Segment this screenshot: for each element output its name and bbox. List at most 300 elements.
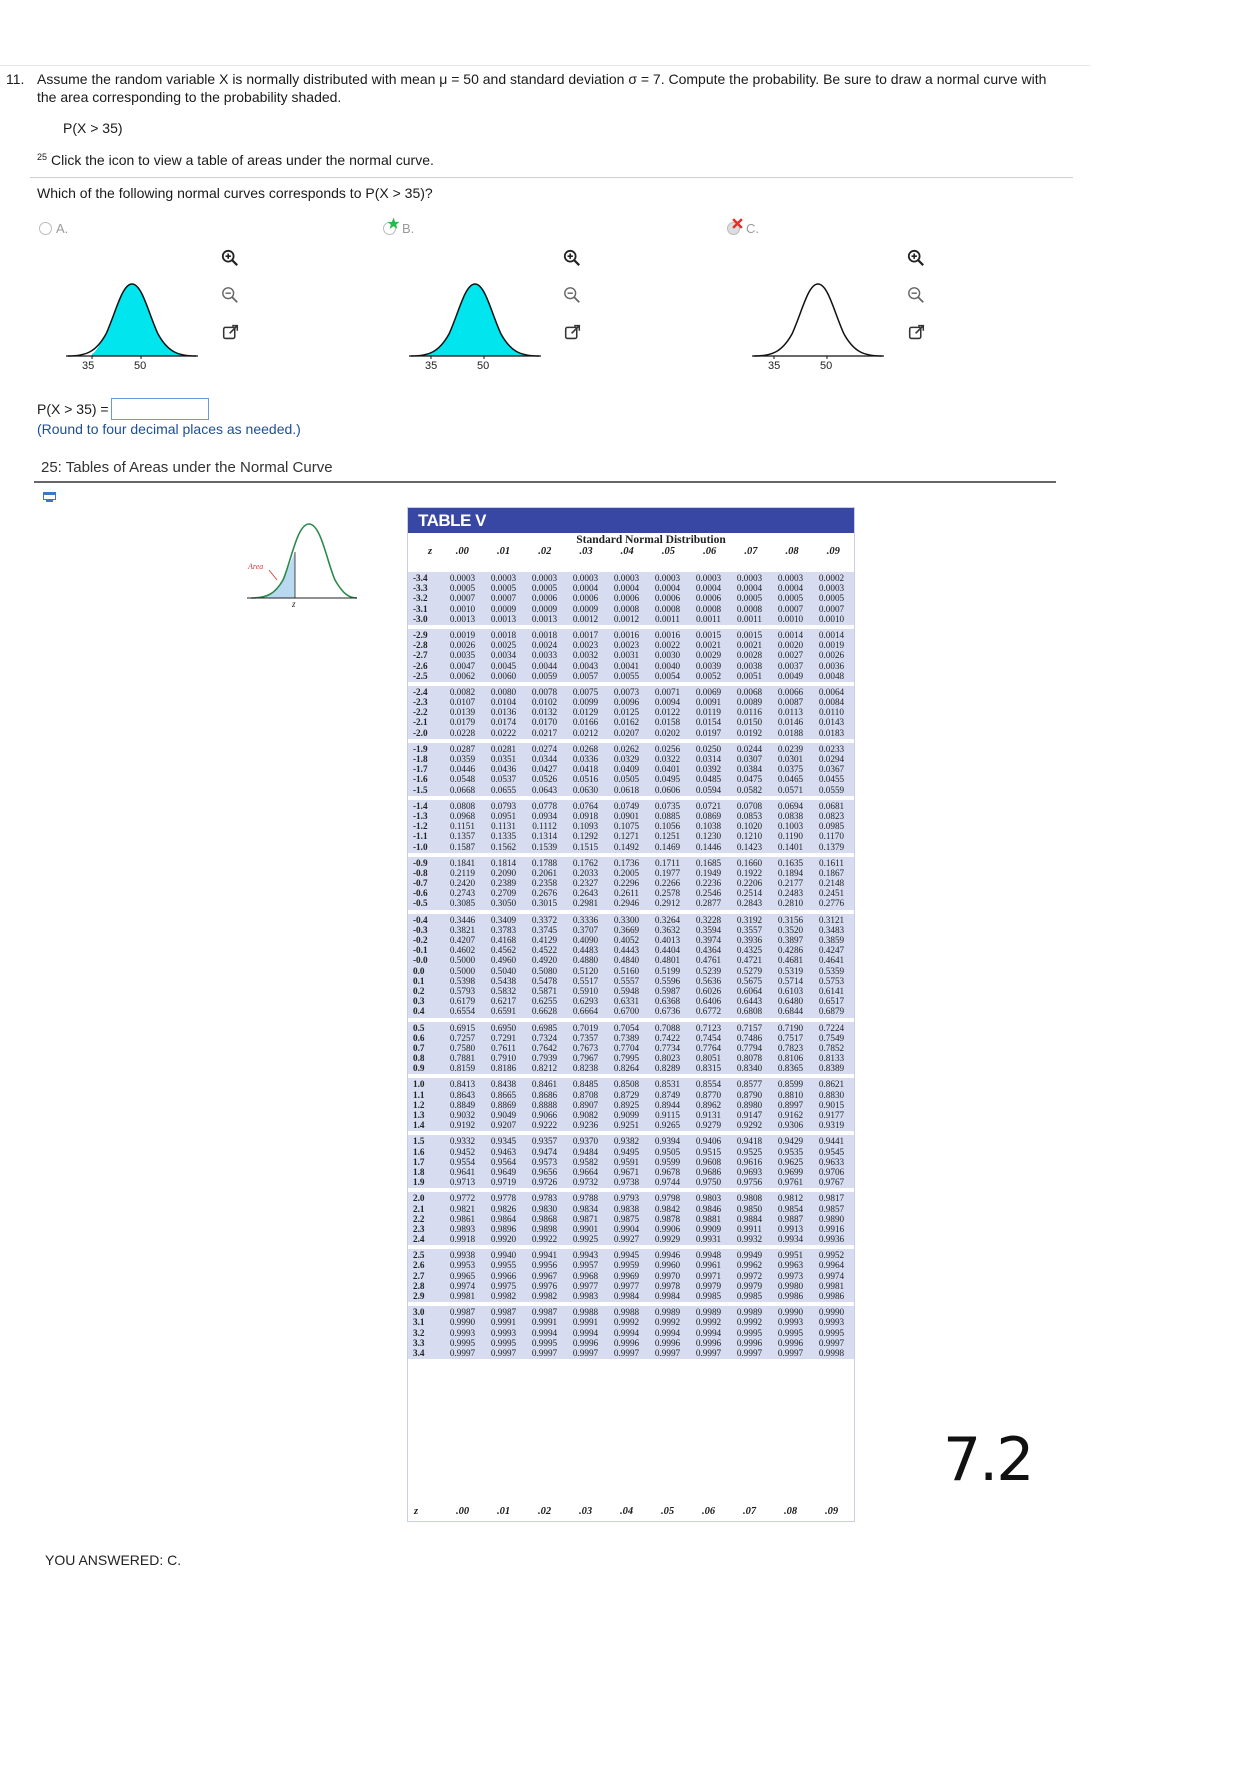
- table-cell: 0.9591: [613, 1156, 640, 1167]
- handwritten-note: 7.2: [943, 1425, 1033, 1495]
- zoom-in-icon[interactable]: [561, 247, 583, 269]
- z-value: -2.3: [413, 697, 428, 708]
- table-cell: 0.3520: [777, 924, 804, 935]
- table-cell: 0.9878: [654, 1213, 681, 1224]
- zoom-in-icon[interactable]: [219, 247, 241, 269]
- table-cell: 0.0015: [736, 629, 763, 640]
- table-cell: 0.0735: [654, 800, 681, 811]
- open-window-icon[interactable]: [561, 321, 583, 343]
- table-cell: 0.9761: [777, 1177, 804, 1188]
- table-cell: 0.9535: [777, 1146, 804, 1157]
- table-cell: 0.3783: [490, 924, 517, 935]
- table-cell: 0.3446: [449, 914, 476, 925]
- table-cell: 0.0003: [777, 573, 804, 583]
- table-cell: 0.1492: [613, 841, 640, 852]
- table-cell: 0.0174: [490, 717, 517, 728]
- z-value: 1.0: [413, 1079, 425, 1090]
- table-cell: 0.0268: [572, 743, 599, 754]
- table-cell: 0.9625: [777, 1156, 804, 1167]
- table-cell: 0.8729: [613, 1089, 640, 1100]
- option-a-label: A.: [56, 221, 69, 236]
- table-cell: 0.0146: [777, 717, 804, 728]
- table-cell: 0.9948: [695, 1250, 722, 1261]
- table-cell: 0.3859: [818, 935, 845, 945]
- table-cell: 0.9441: [818, 1136, 845, 1147]
- table-cell: 0.9582: [572, 1156, 599, 1167]
- table-cell: 0.7291: [490, 1032, 517, 1043]
- table-cell: 0.1003: [777, 821, 804, 832]
- table-cell: 0.4090: [572, 935, 599, 945]
- table-cell: 0.2912: [654, 898, 681, 909]
- table-row: [408, 774, 854, 784]
- table-cell: 0.0668: [449, 784, 476, 795]
- table-cell: 0.0022: [654, 640, 681, 651]
- table-row: [408, 707, 854, 717]
- table-cell: 0.9997: [572, 1347, 599, 1358]
- table-cell: 0.5871: [531, 985, 558, 996]
- table-cell: 0.0047: [449, 660, 476, 671]
- table-cell: 0.0681: [818, 800, 845, 811]
- table-cell: 0.0329: [613, 754, 640, 764]
- table-cell: 0.8186: [490, 1063, 517, 1074]
- table-row: [408, 1063, 854, 1073]
- table-cell: 0.5910: [572, 985, 599, 996]
- table-cell: 0.0136: [490, 707, 517, 718]
- table-cell: 0.0005: [736, 593, 763, 604]
- table-cell: 0.0655: [490, 784, 517, 795]
- table-row: [408, 1006, 854, 1016]
- table-cell: 0.9505: [654, 1146, 681, 1157]
- table-cell: 0.0006: [531, 593, 558, 604]
- table-row: [408, 1079, 854, 1089]
- column-header: .02: [538, 546, 552, 557]
- table-cell: 0.0055: [613, 670, 640, 681]
- table-cell: 0.2578: [654, 888, 681, 899]
- table-cell: 0.7123: [695, 1022, 722, 1033]
- answer-input[interactable]: [111, 398, 209, 420]
- table-row: [408, 593, 854, 603]
- z-value: -3.2: [413, 593, 428, 604]
- table-row: [408, 1260, 854, 1270]
- option-b[interactable]: [383, 221, 414, 236]
- table-cell: 0.9991: [490, 1317, 517, 1328]
- table-cell: 0.9896: [490, 1223, 517, 1234]
- area-label: Area: [248, 562, 264, 571]
- table-cell: 0.3483: [818, 924, 845, 935]
- table-cell: 0.1814: [490, 857, 517, 868]
- table-cell: 0.6443: [736, 996, 763, 1007]
- table-cell: 0.9032: [449, 1110, 476, 1120]
- z-value: -1.2: [413, 821, 428, 832]
- table-cell: 0.9989: [695, 1307, 722, 1318]
- table-cell: 0.6844: [777, 1006, 804, 1017]
- table-cell: 0.9099: [613, 1110, 640, 1120]
- table-row: [408, 1136, 854, 1146]
- table-cell: 0.2236: [695, 878, 722, 889]
- table-cell: 0.0630: [572, 784, 599, 795]
- table-row: [408, 1338, 854, 1348]
- table-icon-link[interactable]: [37, 152, 434, 168]
- table-cell: 0.1292: [572, 831, 599, 842]
- radio-icon[interactable]: [39, 222, 52, 235]
- curve-a-label-50: 50: [134, 360, 147, 372]
- table-cell: 0.1271: [613, 831, 640, 842]
- table-cell: 0.7054: [613, 1022, 640, 1033]
- table-cell: 0.0262: [613, 743, 640, 754]
- table-cell: 0.3336: [572, 914, 599, 925]
- table-cell: 0.0008: [736, 603, 763, 614]
- table-row: [408, 898, 854, 908]
- table-cell: 0.4013: [654, 935, 681, 945]
- option-a[interactable]: [39, 221, 68, 236]
- table-cell: 0.9857: [818, 1203, 845, 1214]
- table-cell: 0.9993: [818, 1317, 845, 1328]
- normal-curve-option-b: [409, 272, 541, 360]
- z-value: -0.1: [413, 945, 428, 956]
- column-header: .08: [785, 546, 799, 557]
- table-cell: 0.6700: [613, 1006, 640, 1017]
- table-cell: 0.9864: [490, 1213, 517, 1224]
- table-cell: 0.9793: [613, 1193, 640, 1204]
- table-cell: 0.0694: [777, 800, 804, 811]
- z-value: -2.7: [413, 650, 428, 661]
- column-header: .09: [826, 546, 840, 557]
- table-cell: 0.0062: [449, 670, 476, 681]
- table-cell: 0.9913: [777, 1223, 804, 1234]
- z-value: -1.8: [413, 754, 428, 764]
- z-value: 2.2: [413, 1213, 425, 1224]
- table-cell: 0.2776: [818, 898, 845, 909]
- z-value: 1.2: [413, 1099, 425, 1110]
- table-cell: 0.8315: [695, 1063, 722, 1074]
- table-cell: 0.7704: [613, 1042, 640, 1053]
- z-value: 1.3: [413, 1110, 425, 1120]
- table-cell: 0.9945: [613, 1250, 640, 1261]
- table-cell: 0.0004: [654, 583, 681, 594]
- table-cell: 0.9772: [449, 1193, 476, 1204]
- table-cell: 0.9997: [531, 1347, 558, 1358]
- table-cell: 0.8944: [654, 1099, 681, 1110]
- table-row: [408, 976, 854, 986]
- table-cell: 0.9998: [818, 1347, 845, 1358]
- z-value: -0.6: [413, 888, 428, 899]
- table-cell: 0.7939: [531, 1053, 558, 1064]
- table-cell: 0.9713: [449, 1177, 476, 1188]
- table-cell: 0.9997: [695, 1347, 722, 1358]
- table-row: [408, 1328, 854, 1338]
- curve-c-label-50: 50: [820, 360, 833, 372]
- column-footer: .01: [496, 1506, 511, 1517]
- table-row: [408, 583, 854, 593]
- z-value: -0.7: [413, 878, 428, 889]
- z-value: 2.1: [413, 1203, 425, 1214]
- window-icon[interactable]: [43, 492, 56, 503]
- table-cell: 0.0013: [531, 613, 558, 624]
- table-cell: 0.9671: [613, 1166, 640, 1177]
- table-cell: 0.5160: [613, 965, 640, 976]
- table-cell: 0.9306: [777, 1120, 804, 1131]
- table-cell: 0.0091: [695, 697, 722, 708]
- table-cell: 0.1736: [613, 857, 640, 868]
- table-cell: 0.9995: [531, 1337, 558, 1348]
- table-cell: 0.4721: [736, 955, 763, 966]
- table-cell: 0.2981: [572, 898, 599, 909]
- open-window-icon[interactable]: [905, 321, 927, 343]
- table-cell: 0.9962: [736, 1260, 763, 1271]
- table-cell: 0.7823: [777, 1042, 804, 1053]
- zoom-out-icon[interactable]: [219, 284, 241, 306]
- table-cell: 0.9996: [654, 1337, 681, 1348]
- table-cell: 0.0073: [613, 686, 640, 697]
- table-cell: 0.9984: [654, 1291, 681, 1301]
- table-cell: 0.0044: [531, 660, 558, 671]
- table-cell: 0.0018: [490, 629, 517, 640]
- table-cell: 0.0032: [572, 650, 599, 661]
- z-value: 2.6: [413, 1260, 425, 1271]
- table-cell: 0.0030: [654, 650, 681, 661]
- table-cell: 0.1056: [654, 821, 681, 832]
- table-cell: 0.0024: [531, 640, 558, 651]
- table-cell: 0.0016: [613, 629, 640, 640]
- table-cell: 0.0017: [572, 629, 599, 640]
- table-cell: 0.8264: [613, 1063, 640, 1074]
- table-cell: 0.9951: [777, 1250, 804, 1261]
- table-cell: 0.0006: [613, 593, 640, 604]
- table-cell: 0.0019: [449, 629, 476, 640]
- table-cell: 0.0052: [695, 670, 722, 681]
- table-cell: 0.2358: [531, 878, 558, 889]
- table-cell: 0.5832: [490, 985, 517, 996]
- row-group: [408, 629, 854, 682]
- z-value: 0.1: [413, 975, 425, 986]
- table-cell: 0.0048: [818, 670, 845, 681]
- z-value: -3.1: [413, 603, 428, 614]
- table-cell: 0.3669: [613, 924, 640, 935]
- table-cell: 0.1357: [449, 831, 476, 842]
- table-cell: 0.0084: [818, 697, 845, 708]
- table-cell: 0.8438: [490, 1079, 517, 1090]
- table-cell: 0.4960: [490, 955, 517, 966]
- table-cell: 0.9992: [695, 1317, 722, 1328]
- curve-c-label-35: 35: [768, 360, 781, 372]
- table-cell: 0.9726: [531, 1177, 558, 1188]
- table-cell: 0.9979: [736, 1280, 763, 1291]
- table-cell: 0.0233: [818, 743, 845, 754]
- answer-row: [37, 398, 209, 420]
- table-cell: 0.1335: [490, 831, 517, 842]
- table-cell: 0.6915: [449, 1022, 476, 1033]
- z-value: 0.8: [413, 1053, 425, 1064]
- z-value: -1.7: [413, 764, 428, 775]
- table-cell: 0.9987: [449, 1307, 476, 1318]
- table-row: [408, 945, 854, 955]
- table-cell: 0.8708: [572, 1089, 599, 1100]
- table-cell: 0.6217: [490, 996, 517, 1007]
- table-cell: 0.7549: [818, 1032, 845, 1043]
- table-row: [408, 1167, 854, 1177]
- question-text: Assume the random variable X is normally distributed with mean μ = 50 and standard deviation σ = 7. Compute the probability. Be sure to draw a normal curve with the area corresponding to the probability shaded.: [37, 71, 1047, 105]
- table-cell: 0.9656: [531, 1166, 558, 1177]
- table-cell: 0.9495: [613, 1146, 640, 1157]
- z-value: 1.4: [413, 1120, 425, 1131]
- table-cell: 0.8577: [736, 1079, 763, 1090]
- table-cell: 0.4602: [449, 945, 476, 956]
- z-value: 0.2: [413, 985, 425, 996]
- table-cell: 0.6480: [777, 996, 804, 1007]
- you-answered: YOU ANSWERED: C.: [45, 1552, 182, 1568]
- z-value: 1.8: [413, 1166, 425, 1177]
- table-cell: 0.0008: [695, 603, 722, 614]
- table-cell: 0.9994: [613, 1327, 640, 1338]
- table-cell: 0.2266: [654, 878, 681, 889]
- table-cell: 0.8621: [818, 1079, 845, 1090]
- table-cell: 0.0054: [654, 670, 681, 681]
- column-header: .03: [579, 546, 593, 557]
- table-cell: 0.9967: [531, 1270, 558, 1281]
- z-value: 3.1: [413, 1317, 425, 1328]
- table-cell: 0.0026: [449, 640, 476, 651]
- table-row: [408, 842, 854, 852]
- table-cell: 0.9997: [490, 1347, 517, 1358]
- table-row: [408, 955, 854, 965]
- table-cell: 0.1660: [736, 857, 763, 868]
- option-c[interactable]: [727, 221, 759, 236]
- table-cell: 0.5000: [449, 955, 476, 966]
- table-cell: 0.5080: [531, 965, 558, 976]
- icon-ref-number: 25: [37, 152, 48, 162]
- table-cell: 0.9936: [818, 1234, 845, 1245]
- table-cell: 0.0384: [736, 764, 763, 775]
- table-cell: 0.9887: [777, 1213, 804, 1224]
- table-cell: 0.9319: [818, 1120, 845, 1131]
- table-cell: 0.0188: [777, 727, 804, 738]
- table-cell: 0.0069: [695, 686, 722, 697]
- table-cell: 0.7157: [736, 1022, 763, 1033]
- table-cell: 0.8665: [490, 1089, 517, 1100]
- table-cell: 0.9525: [736, 1146, 763, 1157]
- table-cell: 0.0020: [777, 640, 804, 651]
- row-group: [408, 686, 854, 739]
- table-cell: 0.0099: [572, 697, 599, 708]
- table-cell: 0.0150: [736, 717, 763, 728]
- table-cell: 0.0107: [449, 697, 476, 708]
- table-row: [408, 1317, 854, 1327]
- table-cell: 0.8289: [654, 1063, 681, 1074]
- table-cell: 0.9995: [449, 1337, 476, 1348]
- table-cell: 0.0158: [654, 717, 681, 728]
- round-note: (Round to four decimal places as needed.): [37, 421, 301, 437]
- divider: [30, 177, 1073, 178]
- table-cell: 0.9953: [449, 1260, 476, 1271]
- open-window-icon[interactable]: [219, 321, 241, 343]
- table-cell: 0.0217: [531, 727, 558, 738]
- normal-table: [407, 507, 855, 1522]
- zoom-in-icon[interactable]: [905, 247, 927, 269]
- z-value: -3.3: [413, 583, 428, 594]
- table-cell: 0.4840: [613, 955, 640, 966]
- table-cell: 0.9345: [490, 1136, 517, 1147]
- table-cell: 0.0071: [654, 686, 681, 697]
- table-cell: 0.9974: [818, 1270, 845, 1281]
- table-cell: 0.7642: [531, 1042, 558, 1053]
- table-cell: 0.6293: [572, 996, 599, 1007]
- table-cell: 0.1469: [654, 841, 681, 852]
- table-cell: 0.6064: [736, 985, 763, 996]
- table-cell: 0.9988: [613, 1307, 640, 1318]
- table-cell: 0.0039: [695, 660, 722, 671]
- table-cell: 0.6664: [572, 1006, 599, 1017]
- table-cell: 0.0036: [818, 660, 845, 671]
- table-cell: 0.2451: [818, 888, 845, 899]
- table-row: [408, 671, 854, 681]
- z-value: 0.7: [413, 1042, 425, 1053]
- table-cell: 0.9997: [449, 1347, 476, 1358]
- table-cell: 0.9959: [613, 1260, 640, 1271]
- table-cell: 0.9994: [531, 1327, 558, 1338]
- table-cell: 0.6368: [654, 996, 681, 1007]
- table-row: [408, 573, 854, 583]
- table-cell: 0.9545: [818, 1146, 845, 1157]
- table-cell: 0.9850: [736, 1203, 763, 1214]
- zoom-out-icon[interactable]: [561, 284, 583, 306]
- table-cell: 0.1170: [819, 831, 844, 842]
- table-cell: 0.3264: [654, 914, 681, 925]
- table-cell: 0.9904: [613, 1223, 640, 1234]
- table-cell: 0.0035: [449, 650, 476, 661]
- table-row: [408, 878, 854, 888]
- table-cell: 0.0023: [572, 640, 599, 651]
- top-bar: [0, 0, 1090, 66]
- table-cell: 0.9115: [655, 1110, 680, 1120]
- table-cell: 0.0853: [736, 810, 763, 821]
- table-cell: 0.9932: [736, 1234, 763, 1245]
- table-cell: 0.8078: [736, 1053, 763, 1064]
- table-cell: 0.0885: [654, 810, 681, 821]
- table-cell: 0.9960: [654, 1260, 681, 1271]
- curve-b-label-35: 35: [425, 360, 438, 372]
- table-cell: 0.0037: [777, 660, 804, 671]
- table-cell: 0.0179: [449, 717, 476, 728]
- table-cell: 0.6985: [531, 1022, 558, 1033]
- table-cell: 0.9812: [777, 1193, 804, 1204]
- table-cell: 0.9992: [654, 1317, 681, 1328]
- table-body: [408, 572, 854, 1363]
- table-cell: 0.0003: [490, 573, 517, 583]
- table-cell: 0.9251: [613, 1120, 640, 1131]
- table-cell: 0.9664: [572, 1166, 599, 1177]
- table-cell: 0.4483: [572, 945, 599, 956]
- table-cell: 0.7224: [818, 1022, 845, 1033]
- table-cell: 0.0009: [572, 603, 599, 614]
- column-header: .05: [661, 546, 675, 557]
- zoom-out-icon[interactable]: [905, 284, 927, 306]
- table-cell: 0.0559: [818, 784, 845, 795]
- table-row: [408, 821, 854, 831]
- table-cell: 0.0314: [695, 754, 722, 764]
- table-cell: 0.0040: [654, 660, 681, 671]
- table-cell: 0.4880: [572, 955, 599, 966]
- table-cell: 0.9808: [736, 1193, 763, 1204]
- table-cell: 0.0094: [654, 697, 681, 708]
- table-cell: 0.0059: [531, 670, 558, 681]
- table-cell: 0.4562: [490, 945, 517, 956]
- table-cell: 0.9633: [818, 1156, 845, 1167]
- table-cell: 0.9834: [572, 1203, 599, 1214]
- table-cell: 0.9898: [531, 1223, 558, 1234]
- table-cell: 0.8810: [777, 1089, 804, 1100]
- table-row: [408, 728, 854, 738]
- table-cell: 0.9938: [449, 1250, 476, 1261]
